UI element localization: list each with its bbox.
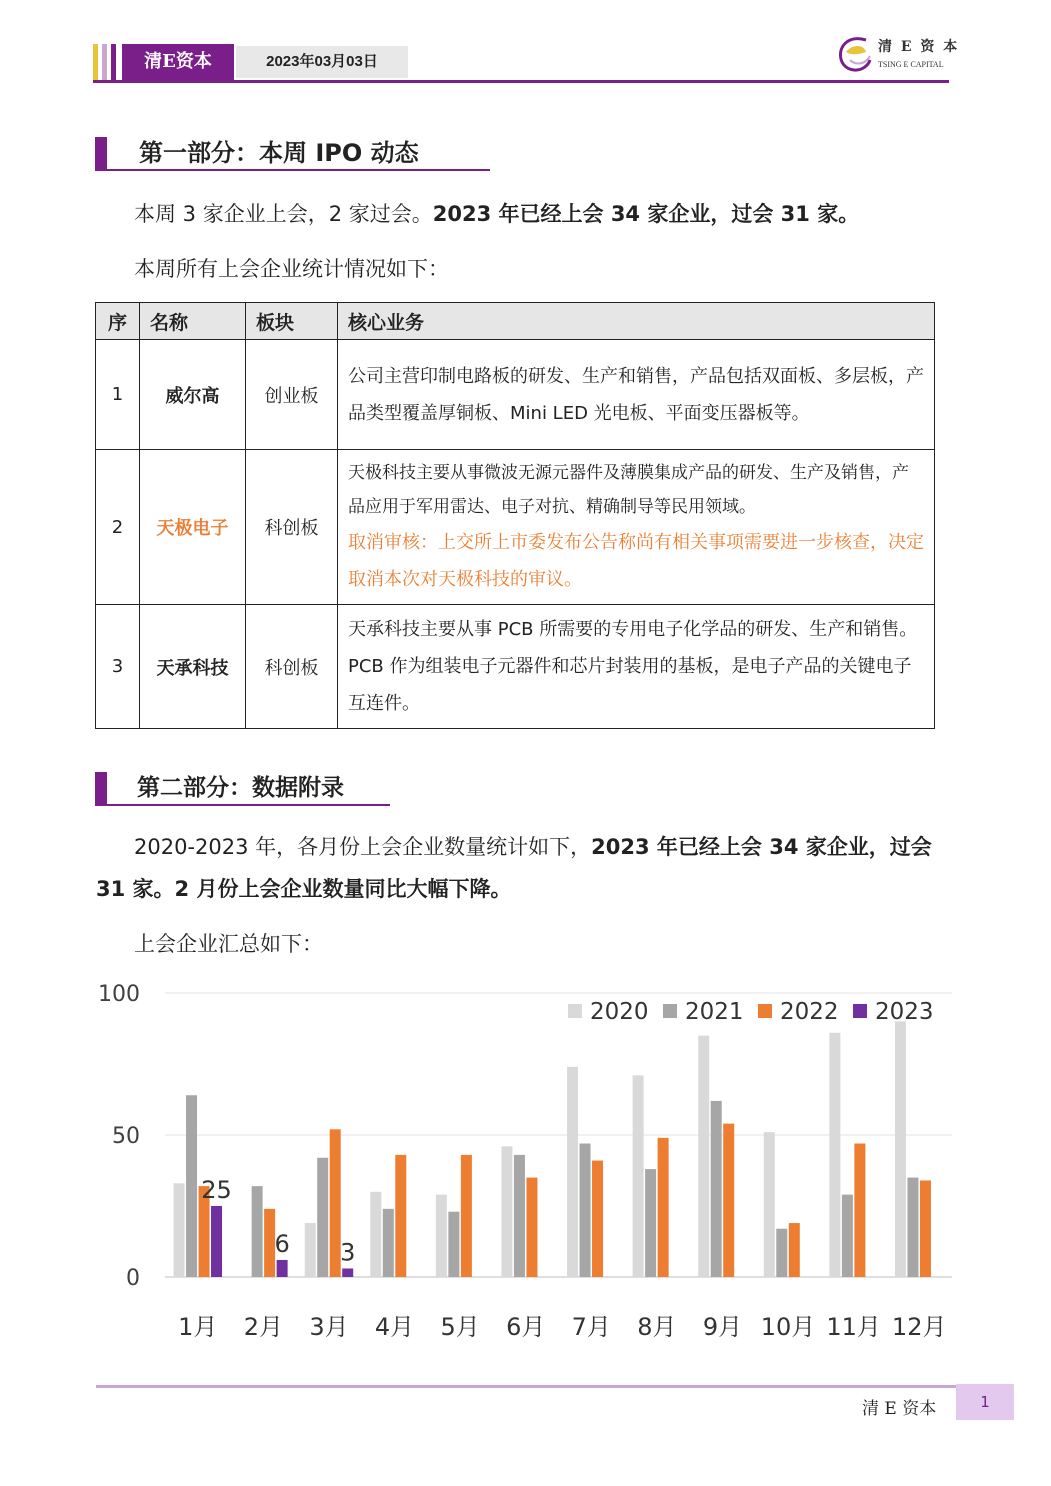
bar-2023 <box>277 1260 288 1277</box>
bar-2020 <box>174 1183 185 1277</box>
bar-2021 <box>317 1158 328 1277</box>
header-brand: 清E资本 <box>122 44 234 80</box>
bar-2020 <box>829 1033 840 1277</box>
bar-2023 <box>211 1206 222 1277</box>
row-board: 科创板 <box>246 605 338 729</box>
section2-heading <box>95 772 395 806</box>
bar-2021 <box>580 1144 591 1277</box>
heading-underline <box>95 169 490 171</box>
x-tick-label: 12月 <box>891 1313 947 1341</box>
bar-2020 <box>436 1195 447 1277</box>
bar-2022 <box>592 1161 603 1277</box>
table-row <box>96 450 935 605</box>
bar-2022 <box>461 1155 472 1277</box>
accent-bar-yellow <box>93 44 98 80</box>
row-business: 公司主营印制电路板的研发、生产和销售，产品包括双面板、多层板，产品类型覆盖厚铜板、Mini LED 光电板、平面变压器板等。 <box>338 340 935 450</box>
x-tick-label: 1月 <box>178 1313 218 1341</box>
legend-label: 2020 <box>590 999 649 1025</box>
x-tick-label: 6月 <box>506 1313 546 1341</box>
table-row <box>96 605 935 729</box>
x-tick-label: 5月 <box>440 1313 480 1341</box>
col-header-no: 序 <box>96 303 140 340</box>
para-normal-text: 2020-2023 年，各月份上会企业数量统计如下， <box>134 835 592 859</box>
table-header-row <box>96 303 935 340</box>
bar-2021 <box>645 1169 656 1277</box>
legend-swatch <box>853 1004 867 1018</box>
heading-marker <box>95 772 107 804</box>
bar-2021 <box>711 1101 722 1277</box>
x-tick-label: 4月 <box>374 1313 415 1341</box>
y-tick-label: 0 <box>126 1266 140 1291</box>
bar-2022 <box>854 1144 865 1277</box>
legend-label: 2023 <box>875 999 934 1025</box>
bar-2023 <box>342 1268 353 1277</box>
row-no: 1 <box>96 340 140 450</box>
bar-2022 <box>723 1124 734 1277</box>
legend-label: 2022 <box>780 999 839 1025</box>
para-bold-text: 2023 年已经上会 34 家企业，过会 31 家。2 月份上会企业数量同比大幅下降。 <box>96 835 932 901</box>
footer-brand: 清 E 资本 <box>862 1399 937 1419</box>
bar-2021 <box>776 1229 787 1277</box>
x-tick-label: 10月 <box>760 1313 816 1341</box>
section1-intro <box>96 194 956 234</box>
table-intro <box>96 249 956 289</box>
bar-2022 <box>920 1180 931 1277</box>
row-board: 创业板 <box>246 340 338 450</box>
legend-swatch <box>663 1004 677 1018</box>
bar-2020 <box>698 1036 709 1277</box>
col-header-business: 核心业务 <box>338 303 935 340</box>
row-no: 2 <box>96 450 140 605</box>
row-business-cell <box>338 450 935 605</box>
table-intro-text: 本周所有上会企业统计情况如下： <box>134 257 449 281</box>
row-name: 天承科技 <box>140 605 246 729</box>
heading-underline <box>95 804 390 806</box>
data-label: 25 <box>201 1176 232 1204</box>
chart-intro-text: 上会企业汇总如下： <box>134 932 323 956</box>
col-header-board: 板块 <box>246 303 338 340</box>
bar-2022 <box>330 1129 341 1277</box>
row-name: 威尔高 <box>140 340 246 450</box>
bar-2021 <box>252 1186 263 1277</box>
ipo-table <box>95 302 935 729</box>
row-business: 天承科技主要从事 PCB 所需要的专用电子化学品的研发、生产和销售。PCB 作为组装电子元器件和芯片封装用的基板，是电子产品的关键电子互连件。 <box>338 605 935 729</box>
bar-2021 <box>186 1095 197 1277</box>
bar-2022 <box>789 1223 800 1277</box>
row-board: 科创板 <box>246 450 338 605</box>
bar-2021 <box>514 1155 525 1277</box>
bar-2022 <box>395 1155 406 1277</box>
bar-2020 <box>305 1223 316 1277</box>
bar-2022 <box>264 1209 275 1277</box>
bar-2022 <box>526 1178 537 1277</box>
header-divider <box>93 80 949 83</box>
y-tick-label: 100 <box>98 982 140 1007</box>
x-tick-label: 9月 <box>702 1313 743 1341</box>
section2-paragraph <box>96 826 956 910</box>
bar-2021 <box>383 1209 394 1277</box>
section2-title: 第二部分：数据附录 <box>137 775 344 801</box>
data-label: 6 <box>274 1229 290 1258</box>
x-tick-label: 2月 <box>243 1313 284 1341</box>
legend-label: 2021 <box>685 999 744 1025</box>
heading-marker <box>95 137 107 169</box>
ipo-bar-chart <box>90 975 960 1365</box>
col-header-name: 名称 <box>140 303 246 340</box>
bar-2020 <box>895 1021 906 1277</box>
header-accent-bars <box>93 44 123 80</box>
row-business: 天极科技主要从事微波无源元器件及薄膜集成产品的研发、生产及销售，产品应用于军用雷达、电子对抗、精确制导等民用领域。 <box>348 463 909 517</box>
bar-2021 <box>907 1178 918 1277</box>
x-tick-label: 11月 <box>826 1313 881 1341</box>
accent-bar-purple <box>111 44 116 80</box>
row-note: 取消审核：上交所上市委发布公告称尚有相关事项需要进一步核查，决定取消本次对天极科技的审议。 <box>348 532 924 590</box>
bar-2022 <box>658 1138 669 1277</box>
bar-2020 <box>633 1075 644 1277</box>
bar-2021 <box>448 1212 459 1277</box>
bar-2020 <box>501 1146 512 1277</box>
logo-chinese-text: 清 E 资 本 <box>878 39 960 55</box>
x-tick-label: 7月 <box>571 1313 611 1341</box>
footer-divider <box>96 1385 956 1388</box>
header-date: 2023年03月03日 <box>236 46 408 78</box>
row-no: 3 <box>96 605 140 729</box>
bar-2020 <box>764 1132 775 1277</box>
intro-bold-text: 2023 年已经上会 34 家企业，过会 31 家。 <box>432 202 860 226</box>
legend-swatch <box>568 1004 582 1018</box>
chart-intro <box>96 924 956 964</box>
row-name: 天极电子 <box>140 450 246 605</box>
y-tick-label: 50 <box>112 1124 140 1149</box>
bar-2021 <box>842 1195 853 1277</box>
logo-english-text: TSING E CAPITAL <box>878 60 944 69</box>
section1-title: 第一部分：本周 IPO 动态 <box>139 139 419 167</box>
bar-2020 <box>370 1192 381 1277</box>
data-label: 3 <box>340 1238 356 1267</box>
legend-swatch <box>758 1004 772 1018</box>
page-number: 1 <box>956 1384 1014 1420</box>
x-tick-label: 3月 <box>309 1313 349 1341</box>
accent-bar-lilac <box>102 44 107 80</box>
intro-normal-text: 本周 3 家企业上会，2 家过会。 <box>134 202 433 226</box>
table-row <box>96 340 935 450</box>
bar-2020 <box>567 1067 578 1277</box>
x-tick-label: 8月 <box>637 1313 677 1341</box>
section1-heading <box>95 137 495 171</box>
